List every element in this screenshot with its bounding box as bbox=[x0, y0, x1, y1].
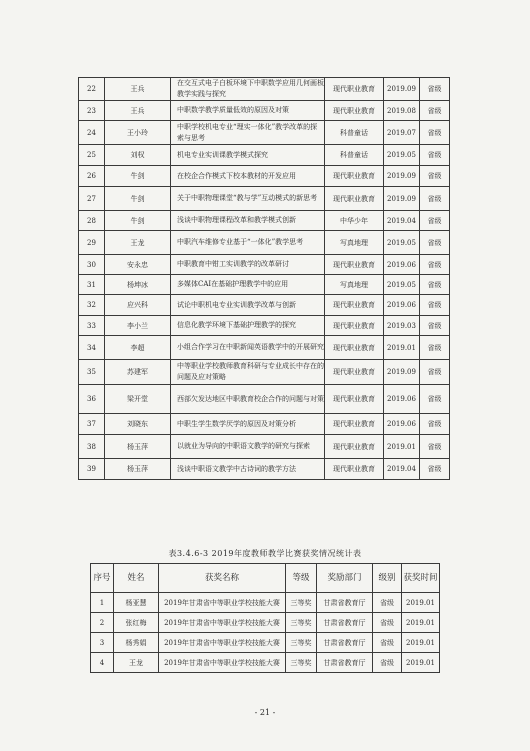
cell-title: 多媒体CAI在基础护理教学中的应用 bbox=[171, 275, 325, 295]
cell-date: 2019.05 bbox=[384, 145, 420, 166]
papers-table-body bbox=[79, 78, 450, 480]
cell-dept: 甘肃省教育厅 bbox=[317, 613, 373, 633]
cell-author: 刘晓东 bbox=[105, 414, 171, 435]
cell-date: 2019.09 bbox=[384, 166, 420, 187]
cell-date: 2019.06 bbox=[384, 295, 420, 316]
cell-level: 省级 bbox=[373, 593, 402, 613]
cell-date: 2019.09 bbox=[384, 360, 420, 385]
cell-no: 34 bbox=[79, 336, 105, 360]
cell-no: 27 bbox=[79, 187, 105, 211]
cell-level: 省级 bbox=[420, 336, 450, 360]
table-row bbox=[79, 231, 450, 255]
cell-date: 2019.05 bbox=[384, 231, 420, 255]
cell-no: 4 bbox=[91, 653, 114, 673]
table-row bbox=[79, 211, 450, 231]
cell-author: 牛剑 bbox=[105, 166, 171, 187]
cell-award: 2019年甘肃省中等职业学校技能大赛 bbox=[159, 593, 286, 613]
header-grade: 等级 bbox=[286, 564, 317, 593]
cell-no: 37 bbox=[79, 414, 105, 435]
table-row bbox=[79, 187, 450, 211]
cell-dept: 甘肃省教育厅 bbox=[317, 653, 373, 673]
cell-level: 省级 bbox=[373, 653, 402, 673]
cell-grade: 三等奖 bbox=[286, 613, 317, 633]
cell-title: 在校企合作模式下校本教材的开发应用 bbox=[171, 166, 325, 187]
cell-level: 省级 bbox=[420, 187, 450, 211]
cell-date: 2019.04 bbox=[384, 459, 420, 480]
cell-no: 33 bbox=[79, 316, 105, 336]
cell-journal: 现代职业教育 bbox=[325, 316, 384, 336]
cell-author: 王兵 bbox=[105, 101, 171, 121]
cell-date: 2019.03 bbox=[384, 316, 420, 336]
cell-level: 省级 bbox=[420, 459, 450, 480]
table-row bbox=[91, 653, 440, 673]
table-row bbox=[79, 414, 450, 435]
cell-grade: 三等奖 bbox=[286, 593, 317, 613]
table-caption: 表3.4.6-3 2019年度教师教学比赛获奖情况统计表 bbox=[168, 549, 362, 558]
cell-journal: 现代职业教育 bbox=[325, 360, 384, 385]
cell-title: 中职学校机电专业“理实一体化”教学改革的探索与思考 bbox=[171, 121, 325, 145]
cell-date: 2019.06 bbox=[384, 385, 420, 414]
cell-title: 中职教育中钳工实训教学的改革研讨 bbox=[171, 255, 325, 275]
cell-no: 2 bbox=[91, 613, 114, 633]
cell-date: 2019.09 bbox=[384, 187, 420, 211]
cell-no: 29 bbox=[79, 231, 105, 255]
header-time: 获奖时间 bbox=[402, 564, 440, 593]
cell-level: 省级 bbox=[420, 385, 450, 414]
table-row bbox=[79, 336, 450, 360]
cell-no: 35 bbox=[79, 360, 105, 385]
cell-author: 杨玉萍 bbox=[105, 435, 171, 459]
cell-time: 2019.01 bbox=[402, 593, 440, 613]
cell-level: 省级 bbox=[420, 121, 450, 145]
cell-name: 杨秀娟 bbox=[114, 633, 159, 653]
cell-title: 在交互式电子白板环境下中职数学应用几何画板教学实践与探究 bbox=[171, 78, 325, 101]
cell-date: 2019.05 bbox=[384, 275, 420, 295]
cell-journal: 现代职业教育 bbox=[325, 101, 384, 121]
cell-no: 39 bbox=[79, 459, 105, 480]
cell-title: 中职生学生数学厌学的原因及对策分析 bbox=[171, 414, 325, 435]
cell-level: 省级 bbox=[420, 255, 450, 275]
table-row bbox=[79, 101, 450, 121]
cell-journal: 现代职业教育 bbox=[325, 385, 384, 414]
cell-grade: 三等奖 bbox=[286, 633, 317, 653]
cell-journal: 科普童话 bbox=[325, 121, 384, 145]
cell-author: 李小兰 bbox=[105, 316, 171, 336]
papers-table bbox=[78, 77, 450, 480]
table-row bbox=[79, 275, 450, 295]
cell-no: 24 bbox=[79, 121, 105, 145]
cell-level: 省级 bbox=[420, 166, 450, 187]
cell-level: 省级 bbox=[420, 78, 450, 101]
awards-table-body bbox=[91, 593, 440, 673]
cell-journal: 现代职业教育 bbox=[325, 414, 384, 435]
cell-journal: 现代职业教育 bbox=[325, 336, 384, 360]
cell-no: 3 bbox=[91, 633, 114, 653]
cell-title: 中等职业学校教师教育科研与专业成长中存在的问题及应对策略 bbox=[171, 360, 325, 385]
header-name: 姓名 bbox=[114, 564, 159, 593]
cell-level: 省级 bbox=[420, 275, 450, 295]
cell-title: 以就业为导向的中职语文教学的研究与探索 bbox=[171, 435, 325, 459]
cell-no: 31 bbox=[79, 275, 105, 295]
awards-header-row bbox=[91, 564, 440, 593]
cell-author: 梁开堂 bbox=[105, 385, 171, 414]
cell-title: 机电专业实训课教学模式探究 bbox=[171, 145, 325, 166]
table-row bbox=[79, 459, 450, 480]
cell-author: 牛剑 bbox=[105, 211, 171, 231]
cell-level: 省级 bbox=[420, 360, 450, 385]
cell-date: 2019.07 bbox=[384, 121, 420, 145]
cell-no: 38 bbox=[79, 435, 105, 459]
cell-grade: 三等奖 bbox=[286, 653, 317, 673]
cell-title: 关于中职物理课堂“教与学”互动模式的新思考 bbox=[171, 187, 325, 211]
cell-journal: 写真地理 bbox=[325, 231, 384, 255]
cell-no: 26 bbox=[79, 166, 105, 187]
cell-no: 22 bbox=[79, 78, 105, 101]
header-no: 序号 bbox=[91, 564, 114, 593]
header-award: 获奖名称 bbox=[159, 564, 286, 593]
cell-author: 杨玉萍 bbox=[105, 459, 171, 480]
cell-dept: 甘肃省教育厅 bbox=[317, 593, 373, 613]
cell-title: 浅谈中职语文教学中古诗词的教学方法 bbox=[171, 459, 325, 480]
table-row bbox=[79, 78, 450, 101]
cell-author: 王龙 bbox=[105, 231, 171, 255]
cell-level: 省级 bbox=[420, 101, 450, 121]
cell-name: 王龙 bbox=[114, 653, 159, 673]
cell-journal: 现代职业教育 bbox=[325, 255, 384, 275]
cell-journal: 现代职业教育 bbox=[325, 166, 384, 187]
page-number: - 21 - bbox=[254, 708, 276, 717]
cell-title: 试论中职机电专业实训教学改革与创新 bbox=[171, 295, 325, 316]
cell-date: 2019.01 bbox=[384, 336, 420, 360]
awards-table bbox=[90, 563, 440, 673]
cell-award: 2019年甘肃省中等职业学校技能大赛 bbox=[159, 613, 286, 633]
cell-date: 2019.09 bbox=[384, 78, 420, 101]
cell-author: 王兵 bbox=[105, 78, 171, 101]
cell-level: 省级 bbox=[420, 231, 450, 255]
cell-level: 省级 bbox=[420, 145, 450, 166]
table-row bbox=[91, 593, 440, 613]
table-row bbox=[79, 360, 450, 385]
cell-journal: 科普童话 bbox=[325, 145, 384, 166]
cell-date: 2019.04 bbox=[384, 211, 420, 231]
cell-date: 2019.06 bbox=[384, 414, 420, 435]
cell-title: 浅谈中职物理课程改革和教学模式创新 bbox=[171, 211, 325, 231]
cell-journal: 现代职业教育 bbox=[325, 435, 384, 459]
cell-title: 信息化教学环境下基础护理教学的探究 bbox=[171, 316, 325, 336]
cell-date: 2019.08 bbox=[384, 101, 420, 121]
cell-award: 2019年甘肃省中等职业学校技能大赛 bbox=[159, 653, 286, 673]
cell-title: 小组合作学习在中职新闻英语教学中的开展研究 bbox=[171, 336, 325, 360]
cell-level: 省级 bbox=[373, 633, 402, 653]
table-row bbox=[79, 145, 450, 166]
cell-name: 张红梅 bbox=[114, 613, 159, 633]
table-row bbox=[91, 633, 440, 653]
cell-name: 杨亚慧 bbox=[114, 593, 159, 613]
header-dept: 奖励部门 bbox=[317, 564, 373, 593]
table-row bbox=[79, 435, 450, 459]
cell-title: 西部欠发达地区中职教育校企合作的问题与对策 bbox=[171, 385, 325, 414]
cell-author: 李超 bbox=[105, 336, 171, 360]
cell-journal: 现代职业教育 bbox=[325, 295, 384, 316]
cell-no: 32 bbox=[79, 295, 105, 316]
cell-time: 2019.01 bbox=[402, 613, 440, 633]
cell-no: 28 bbox=[79, 211, 105, 231]
cell-author: 牛剑 bbox=[105, 187, 171, 211]
table-row bbox=[79, 255, 450, 275]
cell-author: 安永忠 bbox=[105, 255, 171, 275]
cell-level: 省级 bbox=[420, 435, 450, 459]
cell-dept: 甘肃省教育厅 bbox=[317, 633, 373, 653]
cell-time: 2019.01 bbox=[402, 653, 440, 673]
table-row bbox=[79, 121, 450, 145]
table-row bbox=[79, 295, 450, 316]
cell-journal: 写真地理 bbox=[325, 275, 384, 295]
cell-author: 王小玲 bbox=[105, 121, 171, 145]
cell-level: 省级 bbox=[420, 316, 450, 336]
cell-author: 刘权 bbox=[105, 145, 171, 166]
cell-no: 36 bbox=[79, 385, 105, 414]
cell-no: 23 bbox=[79, 101, 105, 121]
header-level: 级别 bbox=[373, 564, 402, 593]
cell-author: 杨坤冰 bbox=[105, 275, 171, 295]
cell-journal: 现代职业教育 bbox=[325, 187, 384, 211]
cell-level: 省级 bbox=[373, 613, 402, 633]
table-row bbox=[79, 316, 450, 336]
cell-author: 苏建军 bbox=[105, 360, 171, 385]
cell-journal: 现代职业教育 bbox=[325, 78, 384, 101]
cell-no: 1 bbox=[91, 593, 114, 613]
cell-award: 2019年甘肃省中等职业学校技能大赛 bbox=[159, 633, 286, 653]
cell-level: 省级 bbox=[420, 414, 450, 435]
cell-time: 2019.01 bbox=[402, 633, 440, 653]
cell-journal: 中华少年 bbox=[325, 211, 384, 231]
table-row bbox=[91, 613, 440, 633]
table-row bbox=[79, 385, 450, 414]
cell-level: 省级 bbox=[420, 211, 450, 231]
cell-author: 应兴科 bbox=[105, 295, 171, 316]
cell-no: 30 bbox=[79, 255, 105, 275]
cell-date: 2019.01 bbox=[384, 435, 420, 459]
cell-no: 25 bbox=[79, 145, 105, 166]
cell-level: 省级 bbox=[420, 295, 450, 316]
cell-journal: 现代职业教育 bbox=[325, 459, 384, 480]
cell-title: 中职汽车维修专业基于“一体化”教学思考 bbox=[171, 231, 325, 255]
table-row bbox=[79, 166, 450, 187]
cell-title: 中职数学教学质量低效的原因及对策 bbox=[171, 101, 325, 121]
cell-date: 2019.06 bbox=[384, 255, 420, 275]
